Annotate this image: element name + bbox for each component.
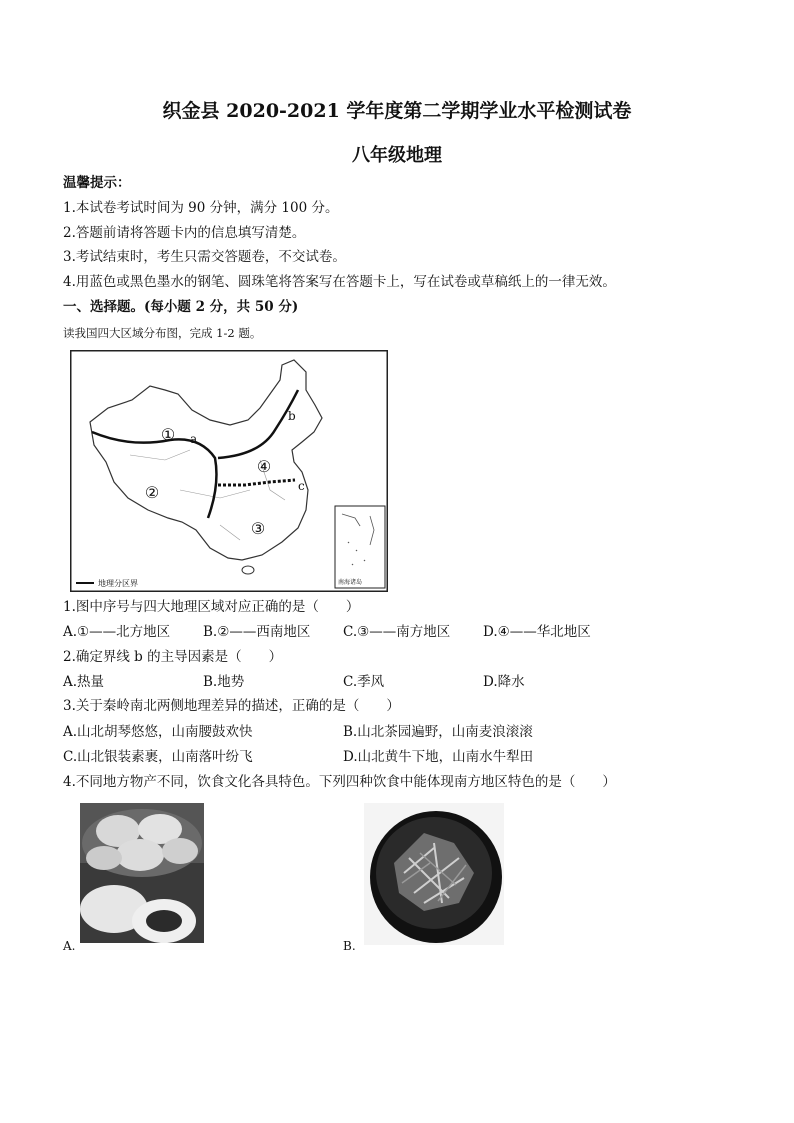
map-label-1: ① xyxy=(160,425,176,444)
question-option: D.山北黄牛下地，山南水牛犁田 xyxy=(343,749,534,765)
section-heading: 一、选择题。(每小题 2 分，共 50 分) xyxy=(63,299,299,315)
map-label-c: c xyxy=(298,479,305,493)
question-stem: 1.图中序号与四大地理区域对应正确的是（ ） xyxy=(63,599,360,615)
food-image-dish xyxy=(364,803,504,945)
svg-text:·: · xyxy=(360,523,361,527)
question-option: C.季风 xyxy=(343,674,385,690)
question-option: C.③——南方地区 xyxy=(343,624,451,640)
tip-item: 2.答题前请将答题卡内的信息填写清楚。 xyxy=(63,225,306,241)
question-option: A.热量 xyxy=(63,674,105,690)
tip-item: 3.考试结束时，考生只需交答题卷，不交试卷。 xyxy=(63,249,346,265)
map-label-a: a xyxy=(190,432,198,446)
map-inset-label: 南海诸岛 xyxy=(338,579,363,586)
question-option: A.山北胡琴悠悠，山南腰鼓欢快 xyxy=(63,724,253,740)
question-option: D.降水 xyxy=(483,674,525,690)
map-label-3: ③ xyxy=(250,519,266,538)
map-label-b: b xyxy=(288,409,296,423)
tips-heading: 温馨提示： xyxy=(63,175,131,191)
question-stem: 4.不同地方物产不同，饮食文化各具特色。下列四种饮食中能体现南方地区特色的是（ ） xyxy=(63,774,616,790)
food-image-buns xyxy=(80,803,204,943)
question-option: B.②——西南地区 xyxy=(203,624,311,640)
question-option: C.山北银装素裹，山南落叶纷飞 xyxy=(63,749,253,765)
question-option: D.④——华北地区 xyxy=(483,624,591,640)
map-label-2: ② xyxy=(144,483,160,502)
section-intro: 读我国四大区域分布图，完成 1-2 题。 xyxy=(63,326,262,340)
question-stem: 2.确定界线 b 的主导因素是（ ） xyxy=(63,649,283,665)
china-regions-map xyxy=(70,350,388,592)
question-option: A.①——北方地区 xyxy=(63,624,171,640)
page-subtitle: 八年级地理 xyxy=(352,145,442,166)
question-stem: 3.关于秦岭南北两侧地理差异的描述，正确的是（ ） xyxy=(63,698,400,714)
image-label-a: A. xyxy=(63,939,76,953)
question-option: B.山北茶园遍野，山南麦浪滚滚 xyxy=(343,724,533,740)
image-label-b: B. xyxy=(343,939,356,953)
page-title: 织金县 2020-2021 学年度第二学期学业水平检测试卷 xyxy=(162,100,632,122)
tip-item: 4.用蓝色或黑色墨水的钢笔、圆珠笔将答案写在答题卡上，写在试卷或草稿纸上的一律无效。 xyxy=(63,274,616,290)
map-legend-label: 地理分区界 xyxy=(98,579,138,588)
tip-item: 1.本试卷考试时间为 90 分钟，满分 100 分。 xyxy=(63,200,339,216)
question-option: B.地势 xyxy=(203,674,245,690)
map-label-4: ④ xyxy=(256,457,272,476)
